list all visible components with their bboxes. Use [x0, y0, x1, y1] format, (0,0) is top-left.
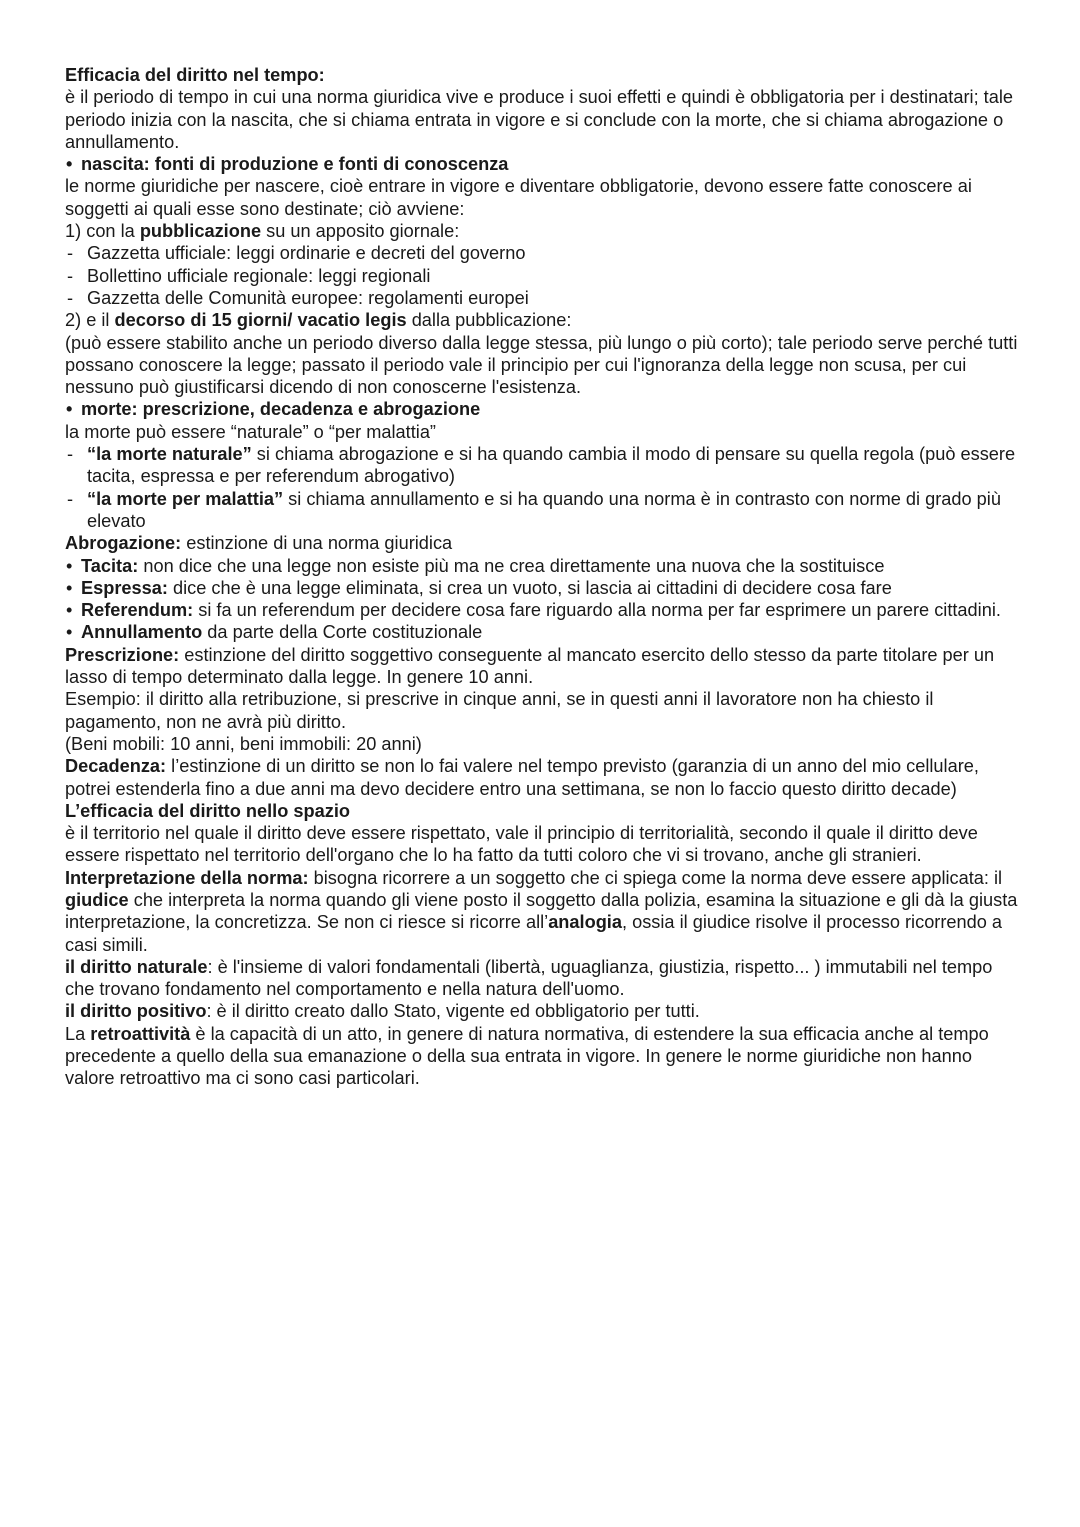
bullet-nascita: • nascita: fonti di produzione e fonti di conoscenza	[65, 153, 1020, 175]
section-diritto-positivo	[65, 1000, 1020, 1022]
heading-efficacia-spazio: L’efficacia del diritto nello spazio	[65, 800, 350, 821]
heading-efficacia-tempo: Efficacia del diritto nel tempo:	[65, 65, 325, 85]
dash-gazzetta-europea: - Gazzetta delle Comunità europee: regolamenti europei	[65, 287, 1020, 309]
section-efficacia-tempo	[65, 64, 1020, 532]
bullet-morte: • morte: prescrizione, decadenza e abrogazione	[65, 398, 1020, 420]
paragraph-efficacia-spazio: è il territorio nel quale il diritto deve essere rispettato, vale il principio di territorialità, secondo il quale il diritto deve essere rispettato nel territorio dell'organo che lo ha fatto da tutti coloro che vi si trovano, anche gli stranieri.	[65, 823, 978, 866]
bullet-espressa: • Espressa: dice che è una legge eliminata, si crea un vuoto, si lascia ai cittadini di decidere cosa fare	[65, 577, 1020, 599]
bullet-referendum: • Referendum: si fa un referendum per decidere cosa fare riguardo alla norma per far esprimere un parere cittadini.	[65, 599, 1020, 621]
paragraph-intro: è il periodo di tempo in cui una norma giuridica vive e produce i suoi effetti e quindi è obbligatoria per i destinatari; tale periodo inizia con la nascita, che si chiama entrata in vigore e si conclude con la morte, che si chiama abrogazione o annullamento.	[65, 87, 1013, 152]
paragraph-prescrizione: Prescrizione: estinzione del diritto soggettivo conseguente al mancato esercito dello stesso da parte titolare per un lasso di tempo determinato dalla legge. In genere 10 anni.	[65, 644, 995, 688]
section-efficacia-spazio	[65, 800, 1020, 867]
section-abrogazione	[65, 532, 1020, 643]
paragraph-prescrizione-nota: (Beni mobili: 10 anni, beni immobili: 20 anni)	[65, 733, 422, 754]
bullet-tacita: • Tacita: non dice che una legge non esiste più ma ne crea direttamente una nuova che la sostituisce	[65, 555, 1020, 577]
dash-morte-naturale: - “la morte naturale” si chiama abrogazione e si ha quando cambia il modo di pensare su quella regola (può essere tacita, espressa e per referendum abrogativo)	[65, 443, 1020, 488]
section-prescrizione	[65, 644, 1020, 755]
paragraph-retroattivita: La retroattività è la capacità di un atto, in genere di natura normativa, di estendere la sua efficacia anche al tempo precedente a quello della sua emanazione o della sua entrata in vigore. In genere le norme giuridiche non hanno valore retroattivo ma ci sono casi particolari.	[65, 1023, 989, 1089]
step-vacatio-legis: 2) e il decorso di 15 giorni/ vacatio legis dalla pubblicazione:	[65, 310, 572, 331]
dash-gazzetta-ufficiale: - Gazzetta ufficiale: leggi ordinarie e decreti del governo	[65, 242, 1020, 264]
paragraph-interpretazione: Interpretazione della norma: bisogna ricorrere a un soggetto che ci spiega come la norma deve essere applicata: il giudice che interpreta la norma quando gli viene posto il soggetto dalla polizia, esamina la situazione e gli dà la giusta interpretazione, la concretizza. Se non ci riesce si ricorre all’analogia, ossia il giudice risolve il processo ricorrendo a casi simili.	[65, 867, 1018, 955]
section-diritto-naturale	[65, 956, 1020, 1001]
section-decadenza	[65, 755, 1020, 800]
heading-abrogazione: Abrogazione: estinzione di una norma giuridica	[65, 533, 453, 554]
dash-bollettino-regionale: - Bollettino ufficiale regionale: leggi regionali	[65, 265, 1020, 287]
paragraph-morte: la morte può essere “naturale” o “per malattia”	[65, 421, 436, 442]
paragraph-vacatio-legis: (può essere stabilito anche un periodo diverso dalla legge stessa, più lungo o più corto); tale periodo serve perché tutti possano conoscere la legge; passato il periodo vale il principio per cui l'ignoranza della legge non scusa, per cui nessuno può giustificarsi dicendo di non conoscerne l'esistenza.	[65, 332, 1018, 398]
paragraph-diritto-naturale: il diritto naturale: è l'insieme di valori fondamentali (libertà, uguaglianza, giustizia, rispetto... ) immutabili nel tempo che trovano fondamento nel comportamento e nella natura dell'uomo.	[65, 956, 993, 1000]
section-interpretazione	[65, 867, 1020, 956]
dash-morte-malattia: - “la morte per malattia” si chiama annullamento e si ha quando una norma è in contrasto con norme di grado più elevato	[65, 488, 1020, 533]
section-retroattivita	[65, 1023, 1020, 1090]
paragraph-nascita: le norme giuridiche per nascere, cioè entrare in vigore e diventare obbligatorie, devono essere fatte conoscere ai soggetti ai quali esse sono destinate; ciò avviene:	[65, 176, 972, 219]
paragraph-decadenza: Decadenza: l’estinzione di un diritto se non lo fai valere nel tempo previsto (garanzia di un anno del mio cellulare, potrei estenderla fino a due anni ma devo decidere entro una settimana, se non lo faccio questo diritto decade)	[65, 756, 979, 799]
paragraph-prescrizione-esempio: Esempio: il diritto alla retribuzione, si prescrive in cinque anni, se in questi anni il lavoratore non ha chiesto il pagamento, non ne avrà più diritto.	[65, 689, 934, 732]
bullet-annullamento: • Annullamento da parte della Corte costituzionale	[65, 621, 1020, 643]
step-pubblicazione: 1) con la pubblicazione su un apposito giornale:	[65, 221, 460, 242]
paragraph-diritto-positivo: il diritto positivo: è il diritto creato dallo Stato, vigente ed obbligatorio per tutti.	[65, 1001, 700, 1022]
